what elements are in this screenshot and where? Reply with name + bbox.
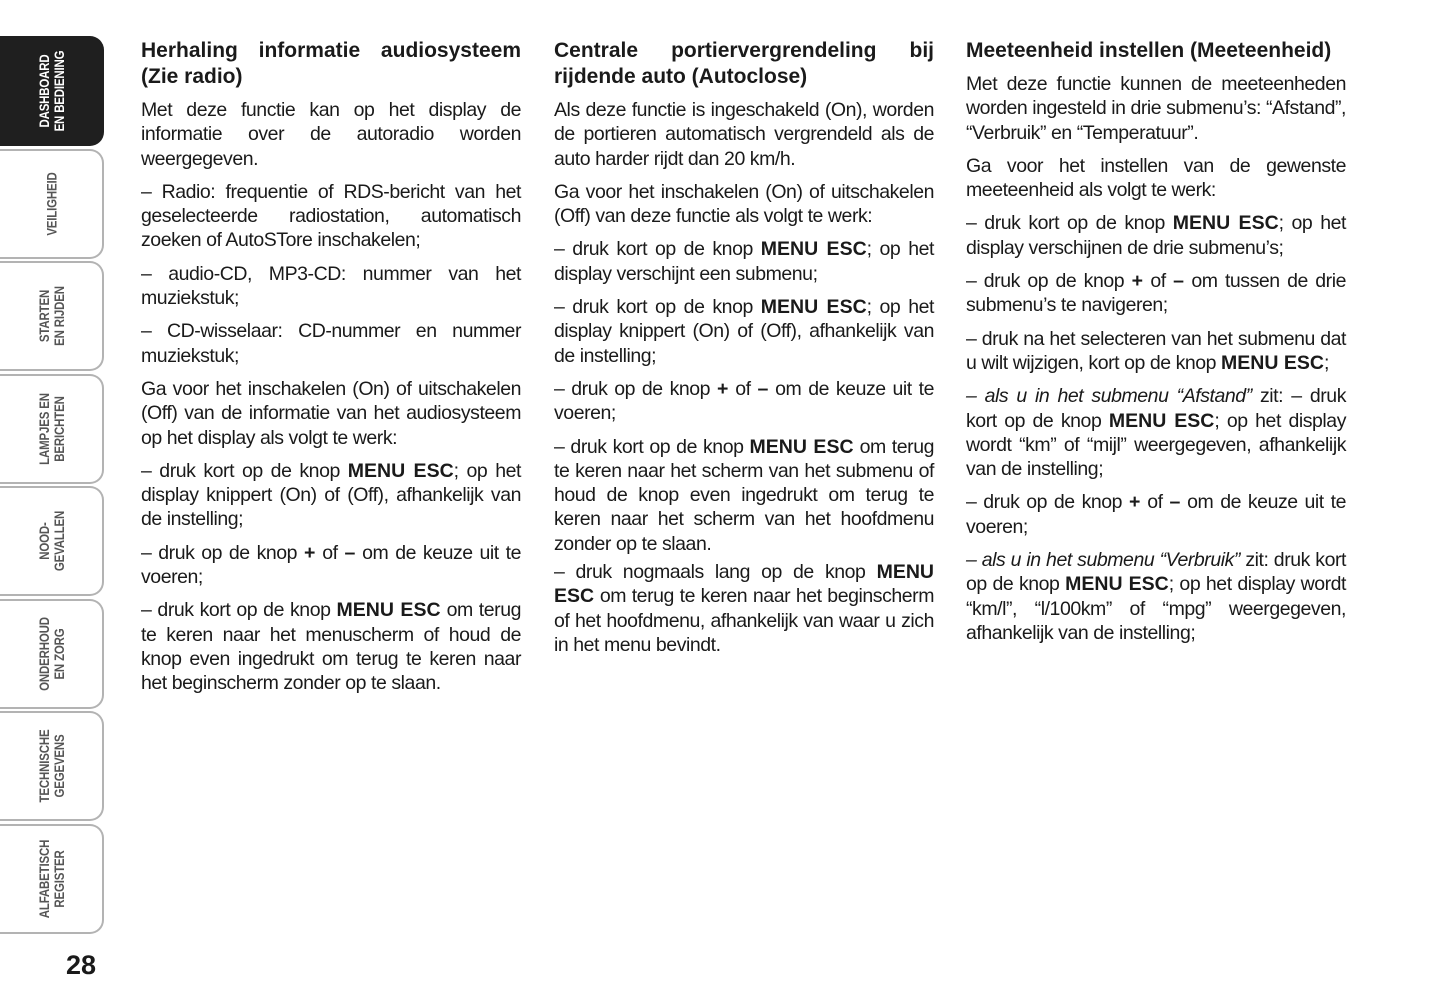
tab-starten-en-rijden[interactable] bbox=[0, 261, 104, 371]
paragraph: – Radio: frequentie of RDS-bericht van het geselecteerde radiostation, automatisch zoeken of AutoSTore inschakelen; bbox=[141, 180, 521, 252]
tab-noodgevallen[interactable] bbox=[0, 486, 104, 596]
section-heading: Meeteenheid instellen (Meeteenheid) bbox=[966, 39, 1332, 62]
tab-label: NOOD- GEVALLEN bbox=[37, 510, 67, 572]
button-name-plus: + bbox=[1128, 491, 1141, 514]
button-name-menu-esc: MENU ESC bbox=[1108, 409, 1215, 432]
tab-label: VEILIGHEID bbox=[44, 171, 60, 236]
paragraph: Als deze functie is ingeschakeld (On), worden de portieren automatisch vergrendeld als de auto harder rijdt dan 20 km/h. bbox=[554, 99, 934, 170]
button-name-plus: + bbox=[303, 541, 316, 564]
paragraph: – druk op de knop + of – om de keuze uit te voeren; bbox=[554, 377, 934, 425]
button-name-menu-esc: MENU ESC bbox=[1065, 573, 1169, 596]
paragraph: – CD-wisselaar: CD-nummer en nummer muziekstuk; bbox=[141, 320, 521, 367]
tab-alfabetisch-register[interactable] bbox=[0, 824, 104, 934]
section-tabs bbox=[0, 36, 106, 936]
tab-label: LAMPJES EN BERICHTEN bbox=[37, 392, 67, 465]
paragraph: – druk kort op de knop MENU ESC; op het display verschijnen de drie submenu’s; bbox=[966, 212, 1346, 259]
paragraph: – als u in het submenu “Verbruik” zit: druk kort op de knop MENU ESC; op het display wordt “km/l”, “l/100km” of “mpg” weergegeven, afhankelijk van de instelling; bbox=[966, 549, 1347, 644]
button-name-menu-esc: MENU ESC bbox=[749, 435, 854, 458]
paragraph: – druk op de knop + of – om de keuze uit te voeren; bbox=[966, 491, 1346, 538]
button-name-plus: + bbox=[716, 377, 729, 400]
tab-label: ALFABETISCH REGISTER bbox=[37, 839, 67, 918]
button-name-menu-esc: MENU ESC bbox=[760, 296, 867, 319]
paragraph: Ga voor het inschakelen (On) of uitschakelen (Off) van de informatie van het audiosysteem op het display als volgt te werk: bbox=[141, 377, 521, 449]
tab-label: STARTEN EN RIJDEN bbox=[37, 286, 67, 346]
tab-dashboard-en-bediening[interactable] bbox=[0, 36, 104, 146]
paragraph: – druk kort op de knop MENU ESC om terug te keren naar het menuscherm of houd de knop even ingedrukt om terug te keren naar het beginscherm zonder op te slaan. bbox=[141, 599, 521, 695]
button-name-minus: – bbox=[344, 541, 356, 564]
section-heading: Herhaling informatie audiosysteem (Zie radio) bbox=[141, 39, 521, 88]
paragraph: – druk nogmaals lang op de knop MENU ESC om terug te keren naar het beginscherm of het hoofdmenu, afhankelijk van waar u zich in het menu bevindt. bbox=[554, 561, 934, 656]
button-name-menu-esc: MENU ESC bbox=[1172, 212, 1279, 235]
tab-label: TECHNISCHE GEGEVENS bbox=[37, 729, 67, 803]
paragraph: Ga voor het inschakelen (On) of uitschakelen (Off) van deze functie als volgt te werk: bbox=[554, 180, 934, 228]
paragraph: – druk op de knop + of – om de keuze uit te voeren; bbox=[141, 541, 521, 589]
tab-technische-gegevens[interactable] bbox=[0, 711, 104, 821]
button-name-menu-esc: MENU ESC bbox=[336, 599, 441, 622]
paragraph: Ga voor het instellen van de gewenste meeteenheid als volgt te werk: bbox=[966, 154, 1346, 202]
tab-label: DASHBOARD EN BEDIENING bbox=[37, 50, 67, 132]
paragraph: – druk kort op de knop MENU ESC; op het display knippert (On) of (Off), afhankelijk van de instelling; bbox=[554, 296, 934, 367]
column-autoclose bbox=[554, 38, 934, 666]
button-name-minus: – bbox=[1169, 491, 1181, 514]
column-audio-info bbox=[141, 38, 521, 705]
button-name-menu-esc: MENU ESC bbox=[1221, 351, 1324, 374]
tab-veiligheid[interactable] bbox=[0, 149, 104, 259]
column-meeteenheid bbox=[966, 38, 1346, 654]
tab-label: ONDERHOUD EN ZORG bbox=[37, 616, 67, 691]
button-name-plus: + bbox=[1131, 270, 1143, 293]
button-name-menu-esc: MENU ESC bbox=[554, 561, 934, 608]
paragraph: – als u in het submenu “Afstand” zit: – druk kort op de knop MENU ESC; op het display wordt “km” of “mijl” weergegeven, afhankelijk van de instelling; bbox=[966, 385, 1346, 481]
button-name-menu-esc: MENU ESC bbox=[347, 459, 454, 482]
paragraph: Met deze functie kunnen de meeteenheden worden ingesteld in drie submenu’s: “Afstand”, “Verbruik” en “Temperatuur”. bbox=[966, 73, 1346, 144]
paragraph: – druk kort op de knop MENU ESC; op het display knippert (On) of (Off), afhankelijk van de instelling; bbox=[141, 459, 521, 531]
paragraph: – druk kort op de knop MENU ESC om terug te keren naar het scherm van het submenu of houd de knop even ingedrukt om terug te keren naar het scherm van het hoofdmenu zonder op te slaan. bbox=[554, 435, 934, 555]
paragraph: Met deze functie kan op het display de informatie over de autoradio worden weergegeven. bbox=[141, 99, 521, 170]
paragraph: – druk kort op de knop MENU ESC; op het display verschijnt een submenu; bbox=[554, 238, 934, 285]
paragraph: – audio-CD, MP3-CD: nummer van het muziekstuk; bbox=[141, 262, 521, 310]
page-number: 28 bbox=[66, 950, 97, 980]
section-heading: Centrale portiervergrendeling bij rijdende auto (Autoclose) bbox=[554, 39, 934, 88]
tab-onderhoud-en-zorg[interactable] bbox=[0, 599, 104, 709]
tab-lampjes-en-berichten[interactable] bbox=[0, 374, 104, 484]
paragraph: – druk op de knop + of – om tussen de drie submenu’s te navigeren; bbox=[966, 270, 1346, 317]
button-name-minus: – bbox=[1173, 270, 1184, 293]
paragraph: – druk na het selecteren van het submenu dat u wilt wijzigen, kort op de knop MENU ESC; bbox=[966, 327, 1346, 374]
button-name-menu-esc: MENU ESC bbox=[760, 238, 867, 261]
button-name-minus: – bbox=[757, 377, 769, 400]
